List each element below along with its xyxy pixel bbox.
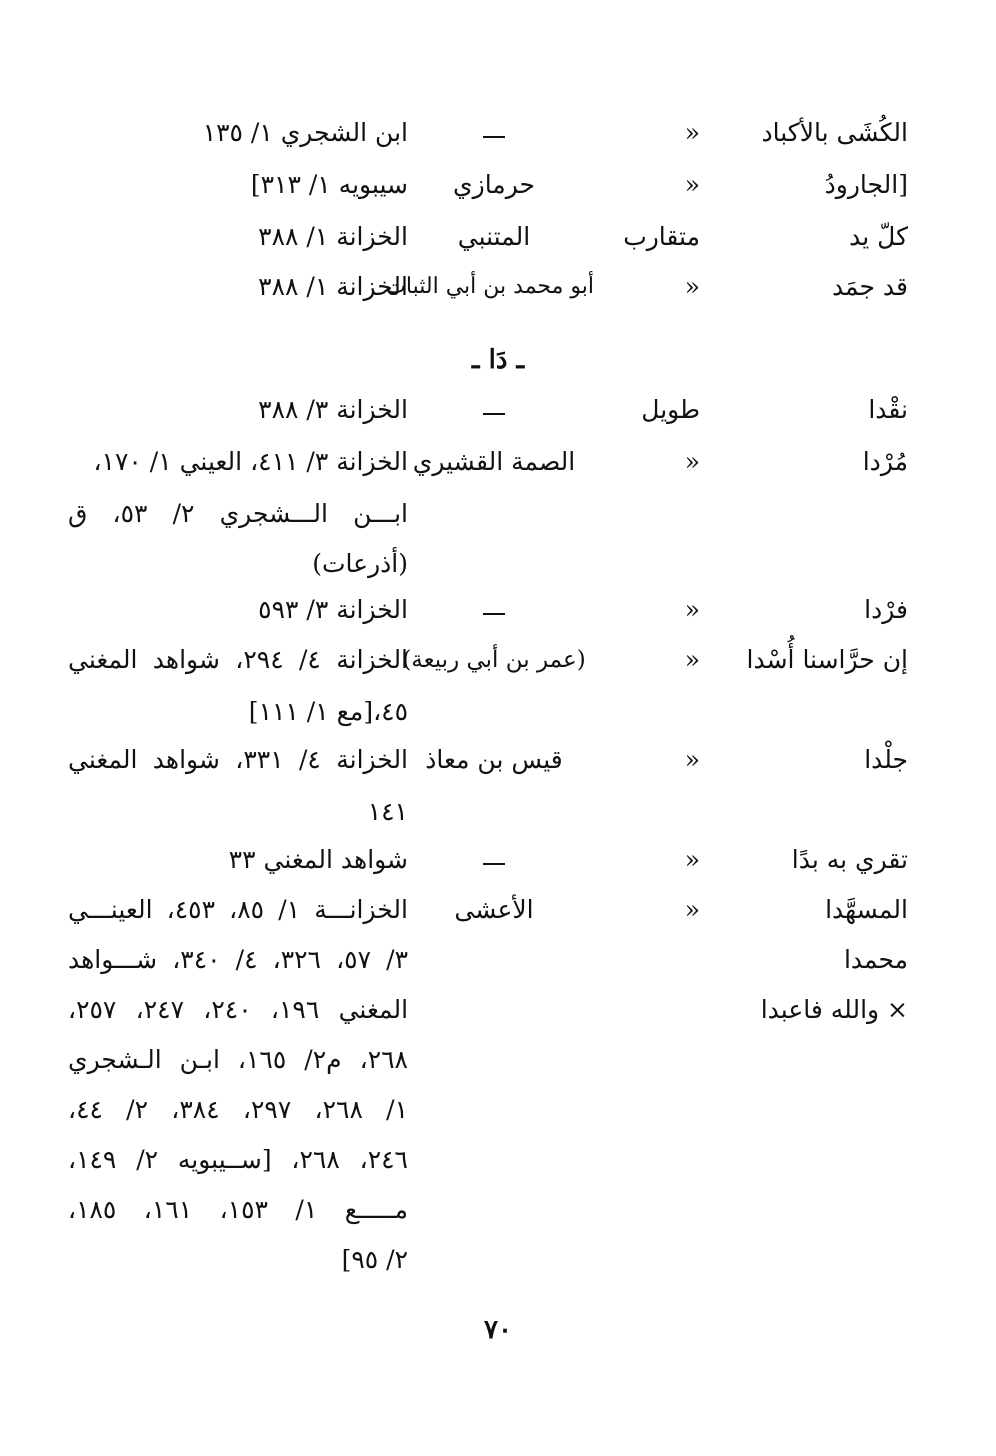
verse-rhyme: إن حرَّاسنا أُسْدا — [746, 645, 908, 674]
index-row — [0, 160, 996, 210]
poet — [394, 835, 594, 885]
poet: قيس بن معاذ — [425, 745, 563, 774]
verse-rhyme: قد جمَد — [831, 272, 908, 301]
verse-rhyme: مُرْدا — [862, 447, 908, 476]
poet: المتنبي — [457, 222, 531, 251]
index-row-continuation — [0, 1235, 996, 1285]
source-reference: سيبويه ١/ ٣١٣] — [250, 170, 408, 199]
index-row — [0, 262, 996, 312]
source-reference: ٤٥،[مع ١/ ١١١] — [248, 697, 408, 726]
poet — [394, 585, 594, 635]
source-reference: الخزانة ٤/ ٣٣١، شواهد المغني — [68, 745, 409, 774]
poet: الأعشى — [454, 895, 534, 924]
meter: « — [684, 272, 700, 301]
poet: الصمة القشيري — [412, 447, 576, 476]
index-row-continuation — [0, 1185, 996, 1235]
source-reference: ١/ ٢٦٨، ٢٩٧، ٣٨٤، ٢/ ٤٤، — [68, 1095, 409, 1124]
poet — [394, 385, 594, 435]
source-reference: ٢/ ٩٥] — [341, 1245, 408, 1274]
index-row — [0, 835, 996, 885]
dash-mark — [483, 413, 505, 415]
poet: حرمازي — [453, 170, 535, 199]
dash-mark — [483, 136, 505, 138]
source-reference: ٢٦٨، م٢/ ١٦٥، ابـن الـشجري — [68, 1045, 408, 1074]
verse-rhyme: نقْدا — [868, 395, 908, 424]
verse-rhyme: [الجارودُ — [824, 170, 908, 199]
poet: أبو محمد بن أبي الثبات — [385, 274, 594, 299]
source-reference: ٣/ ٥٧، ٣٢٦، ٤/ ٣٤٠، شـــواهد — [68, 945, 408, 974]
index-row — [0, 635, 996, 685]
index-row-continuation — [0, 1085, 996, 1135]
meter: متقارب — [623, 222, 700, 251]
meter: « — [684, 595, 700, 624]
index-row — [0, 885, 996, 935]
meter: « — [684, 845, 700, 874]
index-row — [0, 735, 996, 785]
index-row-continuation — [0, 1135, 996, 1185]
verse-rhyme: جلْدا — [864, 745, 908, 774]
verse-rhyme: كلّ يد — [849, 222, 908, 251]
index-row — [0, 585, 996, 635]
source-reference: المغني ١٩٦، ٢٤٠، ٢٤٧، ٢٥٧، — [68, 995, 409, 1024]
index-row — [0, 212, 996, 262]
poet: (عمر بن أبي ربيعة) — [402, 647, 586, 673]
page-number: ٧٠ — [484, 1315, 512, 1345]
source-reference: شواهد المغني ٣٣ — [228, 845, 408, 874]
source-reference: ٢٤٦، ٢٦٨، [ســيبويه ٢/ ١٤٩، — [68, 1145, 408, 1174]
source-reference: الخزانة ٤/ ٢٩٤، شواهد المغني — [68, 645, 409, 674]
index-row — [0, 985, 996, 1035]
index-row-continuation — [0, 787, 996, 837]
index-row — [0, 935, 996, 985]
meter: « — [684, 895, 700, 924]
source-reference: الخزانة ١/ ٣٨٨ — [258, 272, 408, 301]
index-row — [0, 437, 996, 487]
index-row-continuation — [0, 1035, 996, 1085]
dash-mark — [483, 613, 505, 615]
source-reference: ابن الشجري ١/ ١٣٥ — [202, 118, 408, 147]
source-reference: الخزانـــة ١/ ٨٥، ٤٥٣، العينـــي — [68, 895, 408, 924]
source-reference: ١٤١ — [367, 797, 408, 826]
source-reference: الخزانة ١/ ٣٨٨ — [258, 222, 408, 251]
source-reference: (أذرعات) — [312, 549, 408, 578]
source-reference: الخزانة ٣/ ٤١١، العيني ١/ ١٧٠، — [93, 447, 408, 476]
index-row-continuation — [0, 539, 996, 589]
poet — [394, 108, 594, 158]
verse-rhyme: × والله فاعبدا — [760, 995, 908, 1024]
verse-rhyme: المسهَّدا — [825, 895, 908, 924]
index-row-continuation — [0, 687, 996, 737]
meter: « — [684, 118, 700, 147]
index-row — [0, 385, 996, 435]
verse-rhyme: الكُشَى بالأكباد — [761, 118, 908, 147]
source-reference: مـــــع ١/ ١٥٣، ١٦١، ١٨٥، — [68, 1195, 409, 1224]
source-reference: ابـــن الـــشجري ٢/ ٥٣، ق — [68, 499, 408, 528]
meter: « — [684, 170, 700, 199]
verse-rhyme: فرْدا — [864, 595, 908, 624]
meter: « — [684, 745, 700, 774]
source-reference: الخزانة ٣/ ٣٨٨ — [258, 395, 408, 424]
verse-rhyme: تقري به بدًا — [791, 845, 908, 874]
meter: « — [684, 447, 700, 476]
meter: « — [684, 645, 700, 674]
source-reference: الخزانة ٣/ ٥٩٣ — [258, 595, 408, 624]
index-row — [0, 108, 996, 158]
verse-rhyme: محمدا — [843, 945, 908, 974]
section-title: ـ دَا ـ — [471, 345, 525, 375]
dash-mark — [483, 863, 505, 865]
index-row-continuation — [0, 489, 996, 539]
meter: طويل — [641, 395, 700, 424]
